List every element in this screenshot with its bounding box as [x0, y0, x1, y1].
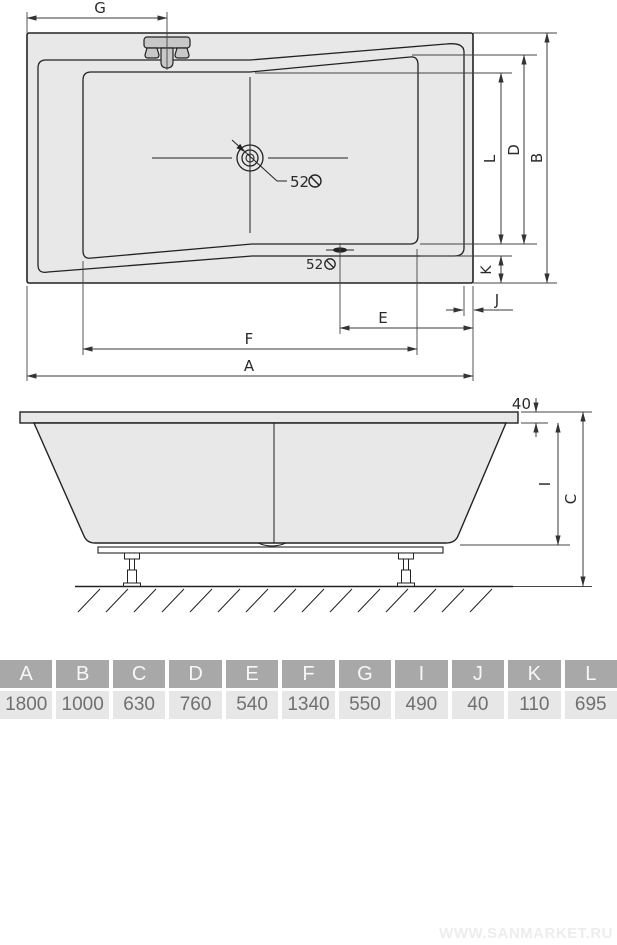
dim-label-f: F — [244, 330, 254, 348]
table-header-cell: A — [0, 660, 52, 688]
dim-label-i: I — [536, 481, 554, 487]
table-value-cell: 1800 — [0, 691, 52, 719]
dimensions-table — [0, 660, 617, 719]
table-value-cell: 630 — [113, 691, 165, 719]
table-value-cell: 110 — [508, 691, 560, 719]
table-header-cell: C — [113, 660, 165, 688]
table-value-cell: 1000 — [56, 691, 108, 719]
table-header-row — [0, 660, 617, 688]
dim-label-k: K — [479, 265, 495, 275]
table-header-cell: B — [56, 660, 108, 688]
support-frame — [98, 547, 443, 553]
tub-body — [34, 423, 506, 543]
table-value-cell: 550 — [339, 691, 391, 719]
ground-hatching — [78, 589, 492, 612]
table-value-cell: 1340 — [282, 691, 334, 719]
dim-label-l: L — [481, 154, 499, 164]
rim-slab — [20, 412, 518, 423]
table-header-cell: J — [452, 660, 504, 688]
top-view — [27, 0, 557, 381]
table-value-cell: 540 — [226, 691, 278, 719]
dim-label-j: J — [494, 291, 500, 309]
table-header-cell: I — [395, 660, 447, 688]
dim-label-d: D — [505, 144, 523, 156]
table-value-cell: 490 — [395, 691, 447, 719]
dim-label-a: A — [243, 357, 255, 375]
table-header-cell: D — [169, 660, 221, 688]
table-value-cell: 695 — [565, 691, 617, 719]
table-header-cell: K — [508, 660, 560, 688]
rim-thickness-label: 40 — [511, 395, 531, 413]
watermark: WWW.SANMARKET.RU — [439, 925, 613, 942]
dim-label-c: C — [562, 493, 580, 505]
table-value-row — [0, 691, 617, 719]
table-value-cell: 40 — [452, 691, 504, 719]
table-header-cell: G — [339, 660, 391, 688]
overflow-diameter-label: 52 — [306, 257, 324, 273]
leg-right — [398, 553, 415, 587]
dim-label-e: E — [378, 309, 388, 327]
table-header-cell: L — [565, 660, 617, 688]
dim-label-g: G — [94, 0, 106, 17]
dim-label-b: B — [528, 152, 546, 164]
side-view — [20, 395, 592, 612]
table-value-cell: 760 — [169, 691, 221, 719]
table-header-cell: F — [282, 660, 334, 688]
drain-diameter-label: 52 — [290, 173, 310, 191]
table-header-cell: E — [226, 660, 278, 688]
leg-left — [124, 553, 141, 587]
dimension-lines — [536, 398, 583, 586]
